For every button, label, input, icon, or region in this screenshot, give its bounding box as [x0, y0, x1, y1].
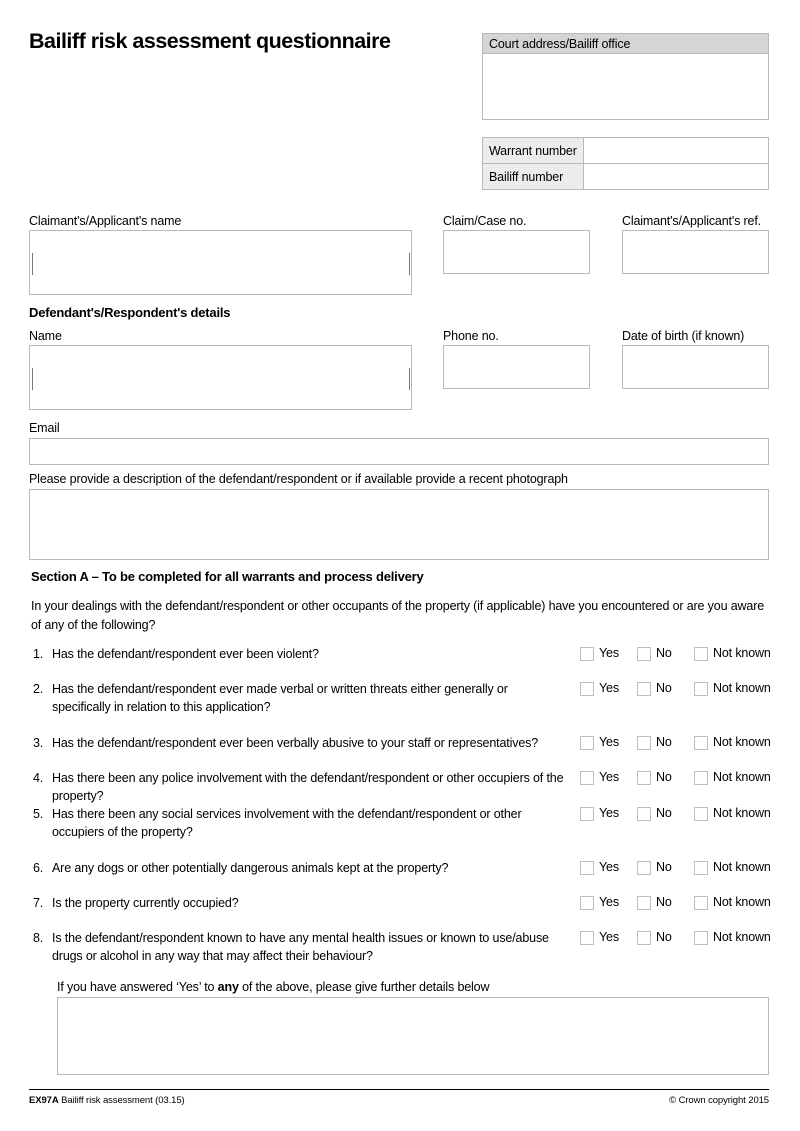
- footer-form-code: EX97A: [29, 1095, 59, 1106]
- checkbox-no-q6[interactable]: [637, 861, 651, 875]
- court-address-block: [482, 33, 769, 120]
- page-title: Bailiff risk assessment questionnaire: [29, 29, 391, 53]
- option-label-no: No: [656, 735, 672, 749]
- option-label-not-known: Not known: [713, 860, 771, 874]
- court-address-header: Court address/Bailiff office: [482, 33, 769, 54]
- warrant-number-label: Warrant number: [483, 138, 584, 164]
- question-list: [0, 645, 800, 969]
- option-label-not-known: Not known: [713, 806, 771, 820]
- footer-divider: [29, 1089, 769, 1090]
- defendant-dob-label: Date of birth (if known): [622, 329, 745, 343]
- defendant-description-label: Please provide a description of the defendant/respondent or if available provide a recent photograph: [29, 472, 568, 486]
- text-caret: [409, 253, 410, 275]
- question-number: 6.: [33, 861, 44, 875]
- checkbox-no-q1[interactable]: [637, 647, 651, 661]
- option-label-yes: Yes: [599, 860, 619, 874]
- option-yes-q6[interactable]: [580, 859, 619, 877]
- question-number: 7.: [33, 896, 44, 910]
- option-label-no: No: [656, 646, 672, 660]
- question-options: [0, 680, 800, 698]
- bailiff-number-label: Bailiff number: [483, 164, 584, 190]
- further-details-label-emphasis: any: [217, 980, 239, 994]
- option-yes-q3[interactable]: [580, 734, 619, 752]
- text-caret: [409, 368, 410, 390]
- claimant-ref-input[interactable]: [622, 230, 769, 274]
- defendant-details-heading: Defendant's/Respondent's details: [29, 305, 231, 320]
- footer-form-name: Bailiff risk assessment (03.15): [58, 1095, 185, 1106]
- section-a-intro: In your dealings with the defendant/respondent or other occupants of the property (if applicable) have you encountered or are you aware of any of the following?: [31, 599, 765, 632]
- question-number: 2.: [33, 682, 44, 696]
- text-caret: [32, 368, 33, 390]
- option-not-known-q2[interactable]: [694, 680, 771, 698]
- checkbox-yes-q8[interactable]: [580, 931, 594, 945]
- checkbox-yes-q2[interactable]: [580, 682, 594, 696]
- option-label-yes: Yes: [599, 806, 619, 820]
- option-no-q5[interactable]: [637, 805, 672, 823]
- option-no-q1[interactable]: [637, 645, 672, 663]
- further-details-label-part2: of the above, please give further details below: [238, 980, 490, 994]
- option-not-known-q5[interactable]: [694, 805, 771, 823]
- checkbox-not-known-q5[interactable]: [694, 807, 708, 821]
- question-number: 3.: [33, 736, 44, 750]
- checkbox-no-q5[interactable]: [637, 807, 651, 821]
- question-options: [0, 929, 800, 947]
- option-label-no: No: [656, 895, 672, 909]
- checkbox-yes-q5[interactable]: [580, 807, 594, 821]
- question-text: Is the property currently occupied?: [52, 896, 239, 910]
- checkbox-yes-q4[interactable]: [580, 771, 594, 785]
- option-label-not-known: Not known: [713, 735, 771, 749]
- question-options: [0, 645, 800, 663]
- option-no-q2[interactable]: [637, 680, 672, 698]
- defendant-name-input[interactable]: [29, 345, 412, 410]
- option-not-known-q1[interactable]: [694, 645, 771, 663]
- question-number: 5.: [33, 807, 44, 821]
- question-options: [0, 805, 800, 823]
- claimant-name-input[interactable]: [29, 230, 412, 295]
- option-label-not-known: Not known: [713, 770, 771, 784]
- checkbox-not-known-q2[interactable]: [694, 682, 708, 696]
- option-label-yes: Yes: [599, 770, 619, 784]
- option-label-no: No: [656, 860, 672, 874]
- question-text: Is the defendant/respondent known to have any mental health issues or known to use/abuse drugs or alcohol in any way that may affect their behaviour?: [52, 931, 549, 963]
- section-a-heading: Section A – To be completed for all warrants and process delivery: [31, 569, 424, 584]
- option-label-yes: Yes: [599, 735, 619, 749]
- defendant-email-input[interactable]: [29, 438, 769, 465]
- court-address-input[interactable]: [482, 54, 769, 120]
- option-label-no: No: [656, 770, 672, 784]
- option-yes-q8[interactable]: [580, 929, 619, 947]
- checkbox-no-q7[interactable]: [637, 896, 651, 910]
- option-not-known-q6[interactable]: [694, 859, 771, 877]
- claimant-name-label: Claimant's/Applicant's name: [29, 214, 182, 228]
- option-label-yes: Yes: [599, 646, 619, 660]
- table-row: [483, 164, 769, 190]
- checkbox-no-q8[interactable]: [637, 931, 651, 945]
- footer-form-reference: [29, 1095, 185, 1106]
- option-yes-q1[interactable]: [580, 645, 619, 663]
- checkbox-yes-q3[interactable]: [580, 736, 594, 750]
- text-caret: [32, 253, 33, 275]
- question-number: 1.: [33, 647, 44, 661]
- question-text: Are any dogs or other potentially dangerous animals kept at the property?: [52, 861, 449, 875]
- option-label-not-known: Not known: [713, 895, 771, 909]
- option-label-not-known: Not known: [713, 646, 771, 660]
- defendant-email-label: Email: [29, 421, 60, 435]
- further-details-input[interactable]: [57, 997, 769, 1075]
- question-text: Has the defendant/respondent ever made verbal or written threats either generally or specifically in relation to this application?: [52, 682, 508, 714]
- option-label-not-known: Not known: [713, 930, 771, 944]
- question-text: Has there been any police involvement with the defendant/respondent or other occupiers of the property?: [52, 771, 564, 803]
- table-row: [483, 138, 769, 164]
- option-yes-q5[interactable]: [580, 805, 619, 823]
- checkbox-not-known-q6[interactable]: [694, 861, 708, 875]
- warrant-number-input[interactable]: [583, 138, 768, 164]
- question-options: [0, 734, 800, 752]
- defendant-dob-input[interactable]: [622, 345, 769, 389]
- option-not-known-q8[interactable]: [694, 929, 771, 947]
- question-text: Has the defendant/respondent ever been verbally abusive to your staff or representatives?: [52, 736, 539, 750]
- defendant-phone-label: Phone no.: [443, 329, 499, 343]
- option-label-no: No: [656, 806, 672, 820]
- checkbox-no-q2[interactable]: [637, 682, 651, 696]
- claim-case-no-label: Claim/Case no.: [443, 214, 527, 228]
- option-no-q6[interactable]: [637, 859, 672, 877]
- option-not-known-q4[interactable]: [694, 769, 771, 787]
- option-no-q3[interactable]: [637, 734, 672, 752]
- question-number: 8.: [33, 931, 44, 945]
- option-label-no: No: [656, 681, 672, 695]
- further-details-label-part1: If you have answered ‘Yes’ to: [57, 980, 218, 994]
- checkbox-not-known-q3[interactable]: [694, 736, 708, 750]
- question-number: 4.: [33, 771, 44, 785]
- claimant-ref-label: Claimant's/Applicant's ref.: [622, 214, 761, 228]
- option-label-yes: Yes: [599, 930, 619, 944]
- question-text: Has there been any social services involvement with the defendant/respondent or other occupiers of the property?: [52, 807, 522, 839]
- option-no-q8[interactable]: [637, 929, 672, 947]
- further-details-label: [57, 980, 489, 994]
- checkbox-yes-q6[interactable]: [580, 861, 594, 875]
- checkbox-yes-q7[interactable]: [580, 896, 594, 910]
- option-yes-q4[interactable]: [580, 769, 619, 787]
- option-no-q4[interactable]: [637, 769, 672, 787]
- option-label-yes: Yes: [599, 895, 619, 909]
- claim-case-no-input[interactable]: [443, 230, 590, 274]
- defendant-phone-input[interactable]: [443, 345, 590, 389]
- checkbox-not-known-q4[interactable]: [694, 771, 708, 785]
- question-text: Has the defendant/respondent ever been violent?: [52, 647, 319, 661]
- footer-copyright: © Crown copyright 2015: [669, 1095, 769, 1106]
- question-options: [0, 859, 800, 877]
- question-options: [0, 894, 800, 912]
- option-yes-q2[interactable]: [580, 680, 619, 698]
- option-no-q7[interactable]: [637, 894, 672, 912]
- defendant-name-label: Name: [29, 329, 62, 343]
- option-not-known-q3[interactable]: [694, 734, 771, 752]
- bailiff-number-input[interactable]: [583, 164, 768, 190]
- checkbox-yes-q1[interactable]: [580, 647, 594, 661]
- checkbox-no-q4[interactable]: [637, 771, 651, 785]
- warrant-number-table: [482, 137, 769, 190]
- checkbox-not-known-q8[interactable]: [694, 931, 708, 945]
- question-options: [0, 769, 800, 787]
- checkbox-not-known-q7[interactable]: [694, 896, 708, 910]
- option-label-no: No: [656, 930, 672, 944]
- checkbox-no-q3[interactable]: [637, 736, 651, 750]
- option-label-yes: Yes: [599, 681, 619, 695]
- defendant-description-input[interactable]: [29, 489, 769, 560]
- option-label-not-known: Not known: [713, 681, 771, 695]
- checkbox-not-known-q1[interactable]: [694, 647, 708, 661]
- option-not-known-q7[interactable]: [694, 894, 771, 912]
- option-yes-q7[interactable]: [580, 894, 619, 912]
